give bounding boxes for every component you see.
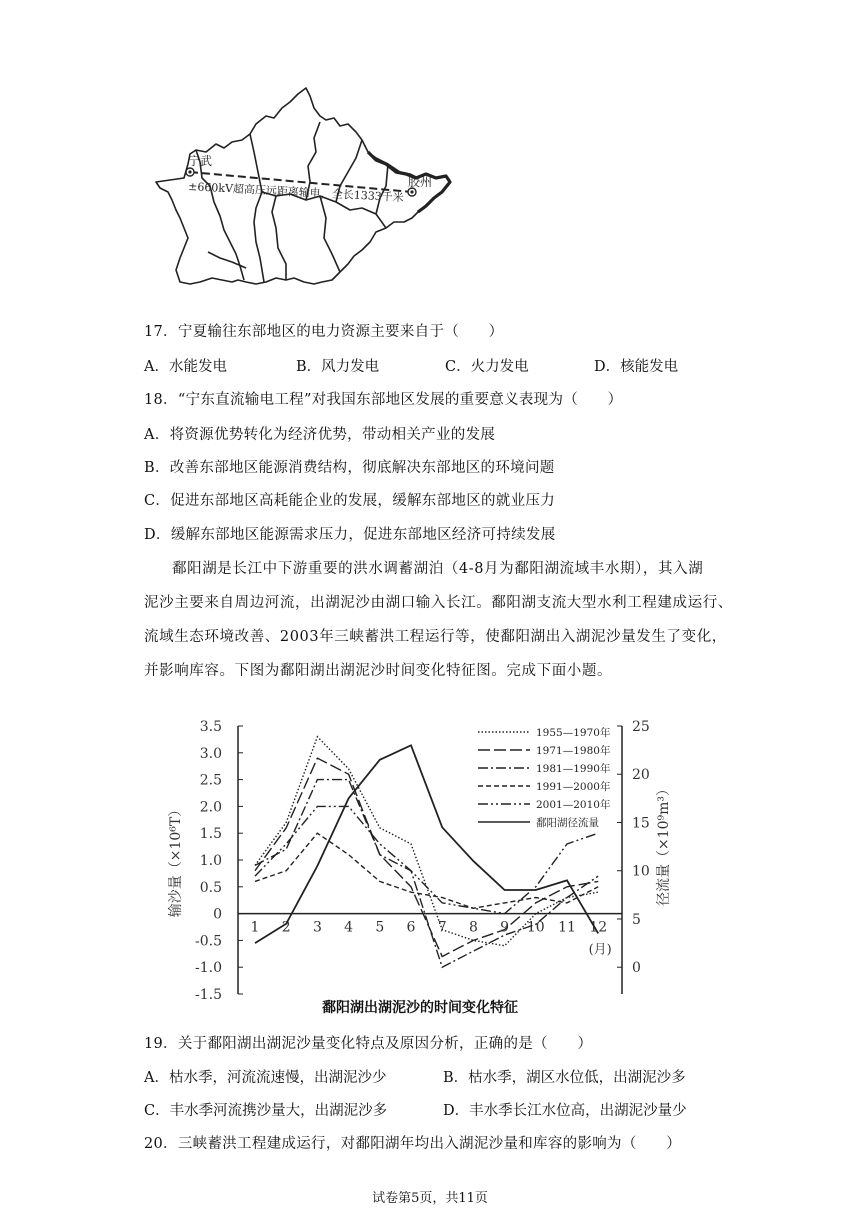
question-18-option-a: A．将资源优势转化为经济优势，带动相关产业的发展 — [144, 427, 496, 443]
x-tick-label: 2 — [281, 919, 291, 936]
left-tick-label: -0.5 — [195, 933, 222, 950]
map-label-ningdong: 宁武 — [188, 154, 213, 168]
x-tick-label: 9 — [500, 919, 510, 936]
legend-label: 1991—2000年 — [536, 781, 611, 793]
left-tick-label: 2.5 — [199, 772, 222, 789]
question-19-option-a: A．枯水季，河流流速慢，出湖泥沙少 — [144, 1070, 387, 1086]
page-footer: 试卷第5页，共11页 — [372, 1191, 488, 1206]
series-line-4 — [255, 833, 598, 908]
passage-line-1: 鄱阳湖是长江中下游重要的洪水调蓄湖泊（4-8月为鄱阳湖流域丰水期），其入湖 — [172, 561, 704, 577]
province-border — [196, 150, 244, 280]
x-tick-label: 8 — [468, 919, 478, 936]
left-tick-label: 1.0 — [199, 853, 222, 869]
left-tick-label: 1.5 — [199, 826, 222, 843]
province-border — [208, 252, 246, 268]
left-axis-title: 输沙量（×10⁶T） — [168, 802, 184, 918]
x-tick-label: 6 — [406, 919, 416, 936]
question-17-option-d: D．核能发电 — [594, 359, 679, 375]
left-tick-label: 2.0 — [199, 799, 222, 816]
right-tick-label: 5 — [632, 911, 641, 928]
x-tick-label: 4 — [344, 919, 354, 936]
province-border — [250, 134, 264, 282]
right-axis-title: 径流量（×10⁹m³） — [656, 781, 672, 907]
passage-line-4: 并影响库容。下图为鄱阳湖出湖泥沙时间变化特征图。完成下面小题。 — [144, 663, 613, 679]
x-tick-label: 7 — [437, 919, 447, 936]
left-tick-label: -1.5 — [195, 987, 222, 1003]
x-tick-label: 11 — [558, 919, 576, 936]
question-18-option-c: C．促进东部地区高耗能企业的发展，缓解东部地区的就业压力 — [144, 493, 555, 509]
question-20-stem: 20．三峡蓄洪工程建成运行，对鄱阳湖年均出入湖泥沙量和库容的影响为（ ） — [144, 1136, 682, 1152]
left-tick-label: -1.0 — [195, 960, 222, 977]
question-18-stem: 18．“宁东直流输电工程”对我国东部地区发展的重要意义表现为（ ） — [144, 392, 623, 408]
right-tick-label: 20 — [632, 767, 650, 784]
question-19-option-d: D．丰水季长江水位高，出湖泥沙量少 — [443, 1103, 687, 1119]
left-tick-label: 0.5 — [199, 879, 222, 896]
left-tick-label: 3.5 — [199, 719, 222, 735]
legend-label: 2001—2010年 — [536, 799, 611, 811]
x-tick-label: 10 — [526, 919, 545, 936]
question-19-option-c: C．丰水季河流携沙量大，出湖泥沙多 — [144, 1103, 388, 1119]
right-tick-label: 10 — [632, 863, 650, 880]
question-17-option-c: C．火力发电 — [445, 359, 529, 375]
right-tick-label: 0 — [632, 960, 641, 977]
question-19-option-b: B．枯水季，湖区水位低，出湖泥沙多 — [443, 1070, 686, 1086]
province-border — [320, 196, 340, 272]
left-tick-label: 0 — [213, 906, 222, 923]
legend-label: 1981—1990年 — [536, 763, 611, 775]
map-line-label: ±660kV超高压远距离输电，全长1333千米 — [187, 180, 405, 205]
x-tick-label: 12 — [589, 919, 608, 936]
passage-line-3: 流域生态环境改善、2003年三峡蓄洪工程运行等，使鄱阳湖出入湖泥沙量发生了变化， — [144, 629, 727, 645]
map-label-jiaozhou: 胶州 — [408, 175, 433, 189]
power-transmission-map — [150, 82, 460, 292]
sediment-chart — [160, 712, 680, 1022]
x-tick-label: 5 — [375, 919, 385, 936]
legend-label: 1971—1980年 — [536, 745, 611, 757]
question-18-option-d: D．缓解东部地区能源需求压力，促进东部地区经济可持续发展 — [144, 527, 556, 543]
x-unit-label: (月) — [588, 942, 612, 958]
chart-title: 鄱阳湖出湖泥沙的时间变化特征 — [322, 1000, 518, 1016]
x-tick-label: 3 — [312, 919, 322, 936]
question-17-option-b: B．风力发电 — [296, 359, 380, 375]
legend-label: 1955—1970年 — [536, 727, 611, 739]
question-17-option-a: A．水能发电 — [144, 359, 227, 375]
passage-line-2: 泥沙主要来自周边河流，出湖泥沙由湖口输入长江。鄱阳湖支流大型水利工程建成运行、 — [144, 595, 733, 611]
question-19-stem: 19．关于鄱阳湖出湖泥沙量变化特点及原因分析，正确的是（ ） — [144, 1036, 593, 1052]
right-tick-label: 25 — [632, 719, 650, 735]
question-18-option-b: B．改善东部地区能源消费结构，彻底解决东部地区的环境问题 — [144, 460, 555, 476]
legend-label: 鄱阳湖径流量 — [536, 817, 599, 829]
left-tick-label: 3.0 — [199, 745, 222, 762]
right-tick-label: 15 — [632, 815, 650, 832]
province-border — [272, 196, 286, 280]
x-tick-label: 1 — [250, 919, 260, 936]
question-17-stem: 17．宁夏输往东部地区的电力资源主要来自于（ ） — [144, 324, 504, 340]
